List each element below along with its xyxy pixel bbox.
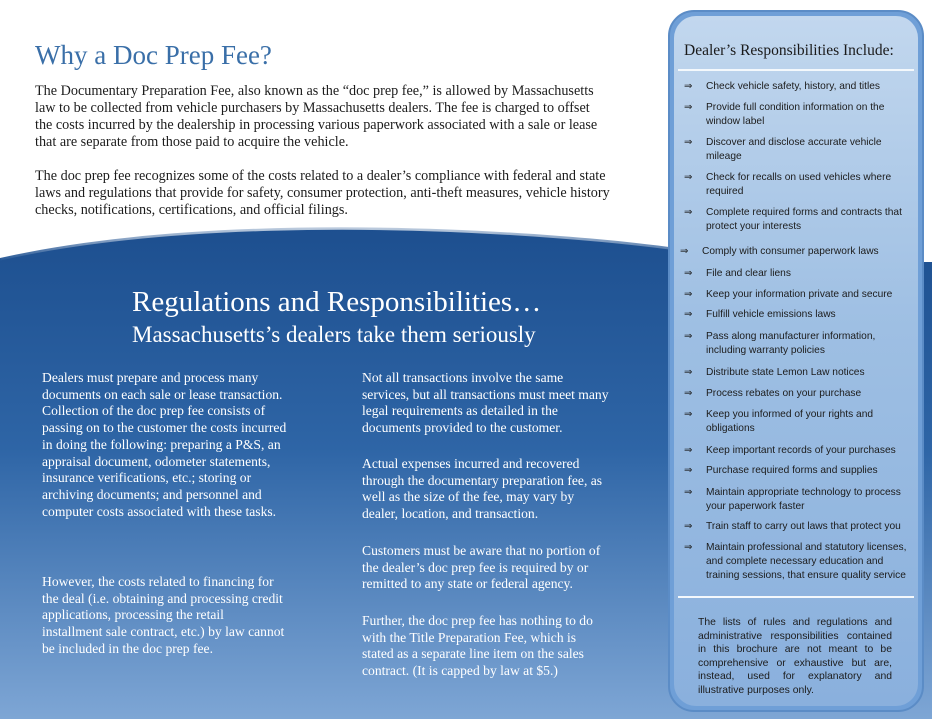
sidebar-divider bbox=[678, 596, 914, 598]
list-item: ⇒ Distribute state Lemon Law notices bbox=[684, 367, 865, 378]
list-item: ⇒ Purchase required forms and supplies bbox=[684, 465, 878, 476]
arrow-icon: ⇒ bbox=[684, 289, 693, 300]
right-column-paragraph: Actual expenses incurred and recovered through the documentary preparation fee, as well as the size of the fee, may vary by dealer, location, and transaction. bbox=[362, 456, 603, 522]
list-item: ⇒ Keep important records of your purchases bbox=[684, 445, 896, 456]
list-item: ⇒ Keep your information private and secure bbox=[684, 289, 893, 300]
list-item: ⇒ Discover and disclose accurate vehicle mileage bbox=[684, 137, 882, 162]
left-column-paragraph: Dealers must prepare and process many documents on each sale or lease transaction. Collection of the doc prep fee consists of passing on to the customer the costs incurred in doing the following: preparing a P&S, an appraisal document, odometer statements, insurance verifications, etc.; storing or archiving documents; and personnel and computer costs associated with these tasks. bbox=[42, 370, 287, 519]
arrow-icon: ⇒ bbox=[684, 309, 693, 320]
intro-paragraph: The Documentary Preparation Fee, also known as the “doc prep fee,” is allowed by Massachusetts law to be collected from vehicle purchasers by Massachusetts dealers. The fee is charged to offset the costs incurred by the dealership in processing various paperwork associated with a sale or lease that are separate from those paid to acquire the vehicle. bbox=[35, 83, 598, 150]
left-column-paragraph: However, the costs related to financing for the deal (i.e. obtaining and processing credit applications, processing the retail installment sale contract, etc.) by law cannot be included in the doc prep fee. bbox=[42, 574, 285, 656]
arrow-icon: ⇒ bbox=[684, 521, 693, 532]
list-item: ⇒ Keep you informed of your rights and obligations bbox=[684, 409, 874, 434]
arrow-icon: ⇒ bbox=[684, 102, 693, 113]
arrow-icon: ⇒ bbox=[684, 409, 693, 420]
arrow-icon: ⇒ bbox=[684, 331, 693, 342]
arrow-icon: ⇒ bbox=[684, 81, 693, 92]
arrow-icon: ⇒ bbox=[684, 487, 693, 498]
list-item: ⇒ Provide full condition information on the window label bbox=[684, 102, 885, 127]
section-title: Regulations and Responsibilities… bbox=[132, 286, 542, 318]
arrow-icon: ⇒ bbox=[680, 246, 689, 257]
list-item: ⇒ Train staff to carry out laws that protect you bbox=[684, 521, 901, 532]
list-item: ⇒ File and clear liens bbox=[684, 268, 791, 279]
list-item: ⇒ Comply with consumer paperwork laws bbox=[680, 246, 879, 257]
list-item: ⇒ Fulfill vehicle emissions laws bbox=[684, 309, 836, 320]
arrow-icon: ⇒ bbox=[684, 465, 693, 476]
list-item: ⇒ Check for recalls on used vehicles where required bbox=[684, 172, 892, 197]
list-item: ⇒ Complete required forms and contracts that protect your interests bbox=[684, 207, 902, 232]
arrow-icon: ⇒ bbox=[684, 207, 693, 218]
list-item: ⇒ Maintain professional and statutory licenses, and complete necessary education and training sessions, that ensure quality service bbox=[684, 542, 907, 581]
arrow-icon: ⇒ bbox=[684, 137, 693, 148]
compliance-paragraph: The doc prep fee recognizes some of the costs related to a dealer’s compliance with federal and state laws and regulations that provide for safety, consumer protection, anti-theft measures, vehicle history checks, notifications, certifications, and official filings. bbox=[35, 168, 610, 218]
list-item: ⇒ Pass along manufacturer information, including warranty policies bbox=[684, 331, 876, 356]
arrow-icon: ⇒ bbox=[684, 445, 693, 456]
arrow-icon: ⇒ bbox=[684, 172, 693, 183]
list-item: ⇒ Process rebates on your purchase bbox=[684, 388, 862, 399]
responsibilities-sidebar bbox=[668, 10, 924, 712]
arrow-icon: ⇒ bbox=[684, 268, 693, 279]
sidebar-divider bbox=[678, 69, 914, 71]
list-item: ⇒ Check vehicle safety, history, and titles bbox=[684, 81, 881, 92]
right-column-paragraph: Customers must be aware that no portion of the dealer’s doc prep fee is required by or remitted to any state or federal agency. bbox=[362, 543, 601, 592]
right-column-paragraph: Further, the doc prep fee has nothing to do with the Title Preparation Fee, which is stated as a separate line item on the sales contract. (It is capped by law at $5.) bbox=[362, 613, 593, 679]
arrow-icon: ⇒ bbox=[684, 388, 693, 399]
arrow-icon: ⇒ bbox=[684, 367, 693, 378]
sidebar-title: Dealer’s Responsibilities Include: bbox=[684, 42, 894, 59]
list-item: ⇒ Maintain appropriate technology to process your paperwork faster bbox=[684, 487, 901, 512]
right-column-paragraph: Not all transactions involve the same services, but all transactions must meet many legal requirements as detailed in the documents provided to the customer. bbox=[362, 370, 609, 436]
page-title: Why a Doc Prep Fee? bbox=[35, 40, 272, 70]
disclaimer-note: The lists of rules and regulations and administrative responsibilities contained in this brochure are not meant to be comprehensive or exhaustive but are, instead, used for explanatory and illustrative purposes only. bbox=[698, 617, 892, 696]
section-subtitle: Massachusetts’s dealers take them seriously bbox=[132, 322, 536, 347]
arrow-icon: ⇒ bbox=[684, 542, 693, 553]
